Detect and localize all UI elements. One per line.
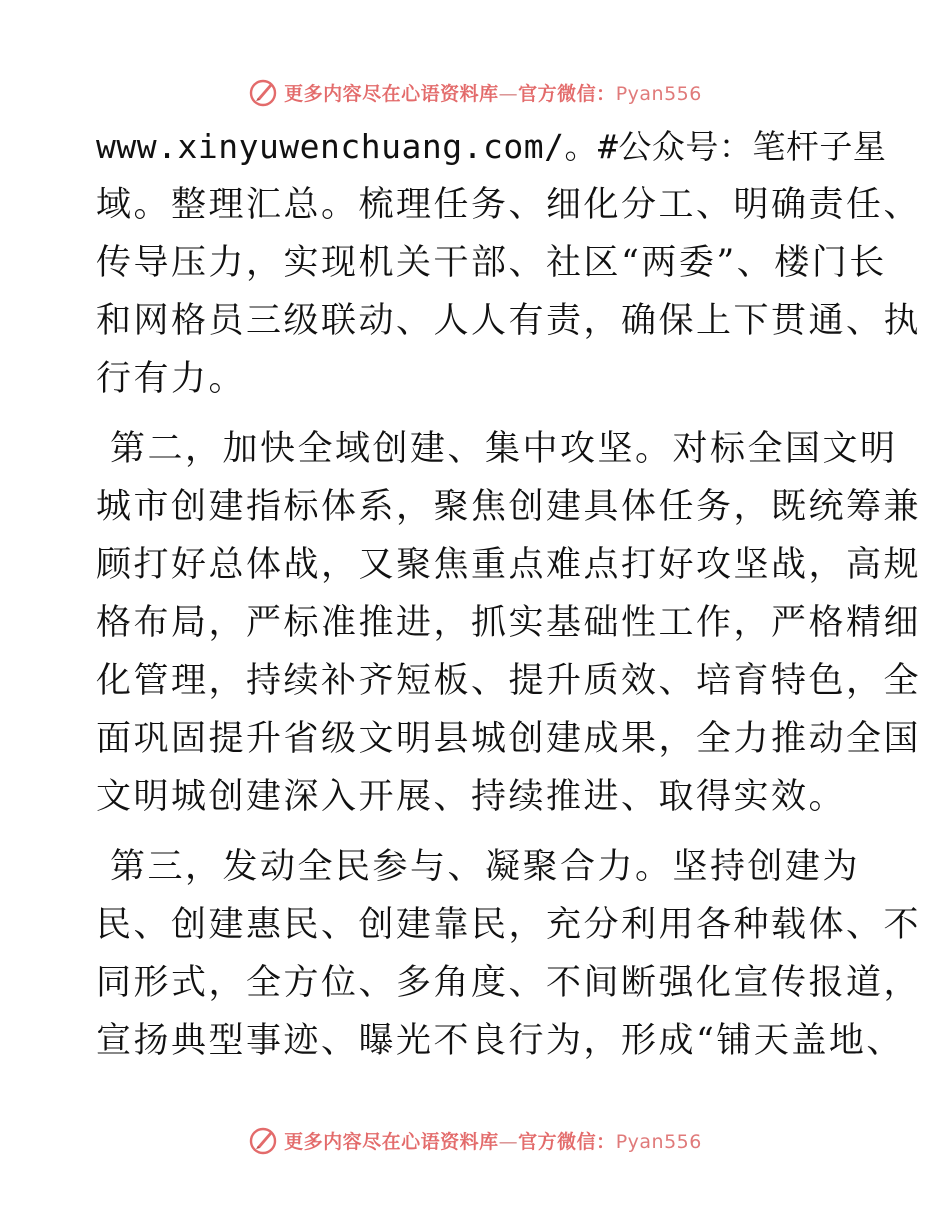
text-line: 第二，加快全域创建、集中攻坚。对标全国文明 [110, 429, 898, 469]
text-line: 城市创建指标体系，聚焦创建具体任务，既统筹兼 [96, 487, 922, 527]
text-line: 面巩固提升省级文明县城创建成果，全力推动全国 [96, 719, 922, 759]
paragraph-2 [96, 420, 922, 826]
text-line: 行有力。 [96, 359, 247, 399]
watermark-wechat-id: Pyan556 [615, 82, 702, 105]
watermark-main: 更多内容尽在心语资料库 [284, 1130, 499, 1153]
quill-logo-icon [248, 1125, 278, 1155]
text-line: www.xinyuwenchuang.com/。#公众号：笔杆子星 [96, 127, 887, 166]
watermark-official: 官方微信： [518, 82, 616, 105]
header-watermark-banner [0, 70, 950, 114]
footer-watermark-banner [0, 1118, 950, 1162]
paragraph-spacer [96, 408, 856, 420]
watermark-separator: — [498, 1130, 519, 1153]
text-line: 顾打好总体战，又聚焦重点难点打好攻坚战，高规 [96, 545, 922, 585]
text-line: 民、创建惠民、创建靠民，充分利用各种载体、不 [96, 905, 922, 945]
watermark-text [284, 79, 702, 106]
watermark-separator: — [498, 82, 519, 105]
document-body [96, 118, 922, 1070]
text-line: 化管理，持续补齐短板、提升质效、培育特色，全 [96, 661, 922, 701]
watermark-main: 更多内容尽在心语资料库 [284, 82, 499, 105]
text-line: 和网格员三级联动、人人有责，确保上下贯通、执 [96, 301, 922, 341]
paragraph-1 [96, 118, 922, 408]
text-line: 第三，发动全民参与、凝聚合力。坚持创建为 [110, 847, 861, 887]
watermark-official: 官方微信： [518, 1130, 616, 1153]
watermark-wechat-id: Pyan556 [615, 1130, 702, 1153]
text-line: 域。整理汇总。梳理任务、细化分工、明确责任、 [96, 185, 922, 225]
paragraph-spacer [96, 826, 856, 838]
text-line: 格布局，严标准推进，抓实基础性工作，严格精细 [96, 603, 922, 643]
text-line: 同形式，全方位、多角度、不间断强化宣传报道， [96, 963, 922, 1003]
text-line: 文明城创建深入开展、持续推进、取得实效。 [96, 777, 847, 817]
text-line: 宣扬典型事迹、曝光不良行为，形成“铺天盖地、 [96, 1021, 904, 1061]
quill-logo-icon [248, 77, 278, 107]
text-line: 传导压力，实现机关干部、社区“两委”、楼门长 [96, 243, 887, 283]
paragraph-3 [96, 838, 922, 1070]
watermark-text [284, 1127, 702, 1154]
